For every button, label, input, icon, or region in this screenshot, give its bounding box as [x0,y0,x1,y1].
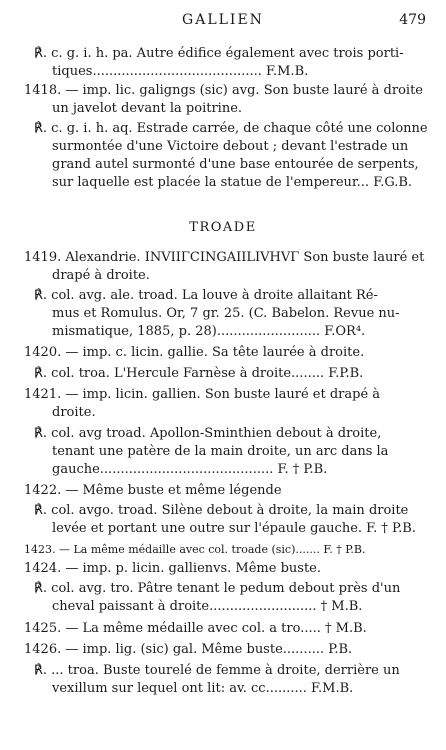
page-number: 479 [399,12,426,28]
text-line: drapé à droite. [52,268,150,283]
text-line: cheval paissant à droite.......................... † M.B. [52,599,363,614]
text-line: 1420. — imp. c. licin. gallie. Sa tête laurée à droite. [24,345,365,360]
text-line: 1423. — La même médaille avec col. troade (sic)....... F. † P.B. [24,543,366,556]
text-line: 1425. — La même médaille avec col. a tro..... † M.B. [24,621,367,636]
text-line: levée et portant une outre sur l'épaule gauche. F. † P.B. [52,521,416,536]
text-line: grand autel surmonté d'une base entourée de serpents, [52,157,419,172]
text-line: vexillum sur lequel ont lit: av. cc.......... F.M.B. [52,681,354,696]
text-line: 1419. Alexandrie. IΝVΙΙΓCΙΝGΑΙΙLΙVΗVΓ Son buste lauré et [24,250,425,265]
text-line: sur laquelle est placée la statue de l'empereur... F.G.B. [52,175,413,190]
text-line: ℟. c. g. i. h. pa. Autre édifice également avec trois porti- [34,46,404,61]
running-header: GALLIEN [182,12,264,28]
text-line: surmontée d'une Victoire debout ; devant l'estrade un [52,139,409,154]
text-line: tiques......................................... F.M.B. [52,64,309,79]
text-line: droite. [52,405,96,420]
text-line: 1418. — imp. lic. galigngs (sic) avg. Son buste lauré à droite [24,83,423,98]
text-line: gauche.......................................... F. † P.B. [52,462,328,477]
text-line: tenant une patère de la main droite, un arc dans la [52,444,389,459]
text-line: 1424. — imp. p. licin. gallienvs. Même buste. [24,561,321,576]
text-line: mus et Romulus. Or, 7 gr. 25. (C. Babelon. Revue nu- [52,306,400,321]
text-line: ℟. col. avgo. troad. Silène debout à droite, la main droite [34,503,409,518]
text-line: 1422. — Même buste et même légende [24,483,282,498]
text-line: ℟. col. avg troad. Apollon-Sminthien debout à droite, [34,426,382,441]
text-line: un javelot devant la poitrine. [52,101,243,116]
text-line: ℟. col. avg. ale. troad. La louve à droite allaitant Ré- [34,288,378,303]
text-line: mismatique, 1885, p. 28)......................... F.OR⁴. [52,324,366,339]
section-title: TROADE [189,220,257,235]
text-line: 1426. — imp. lig. (sic) gal. Même buste.......... P.B. [24,642,353,657]
text-line: ℟. c. g. i. h. aq. Estrade carrée, de chaque côté une colonne [34,121,428,136]
text-line: ℟. ... troa. Buste tourelé de femme à droite, derrière un [34,663,400,678]
text-line: 1421. — imp. licin. gallien. Son buste lauré et drapé à [24,387,381,402]
text-line: ℟. col. troa. L'Hercule Farnèse à droite........ F.P.B. [34,366,364,381]
text-line: ℟. col. avg. tro. Pâtre tenant le pedum debout près d'un [34,581,401,596]
